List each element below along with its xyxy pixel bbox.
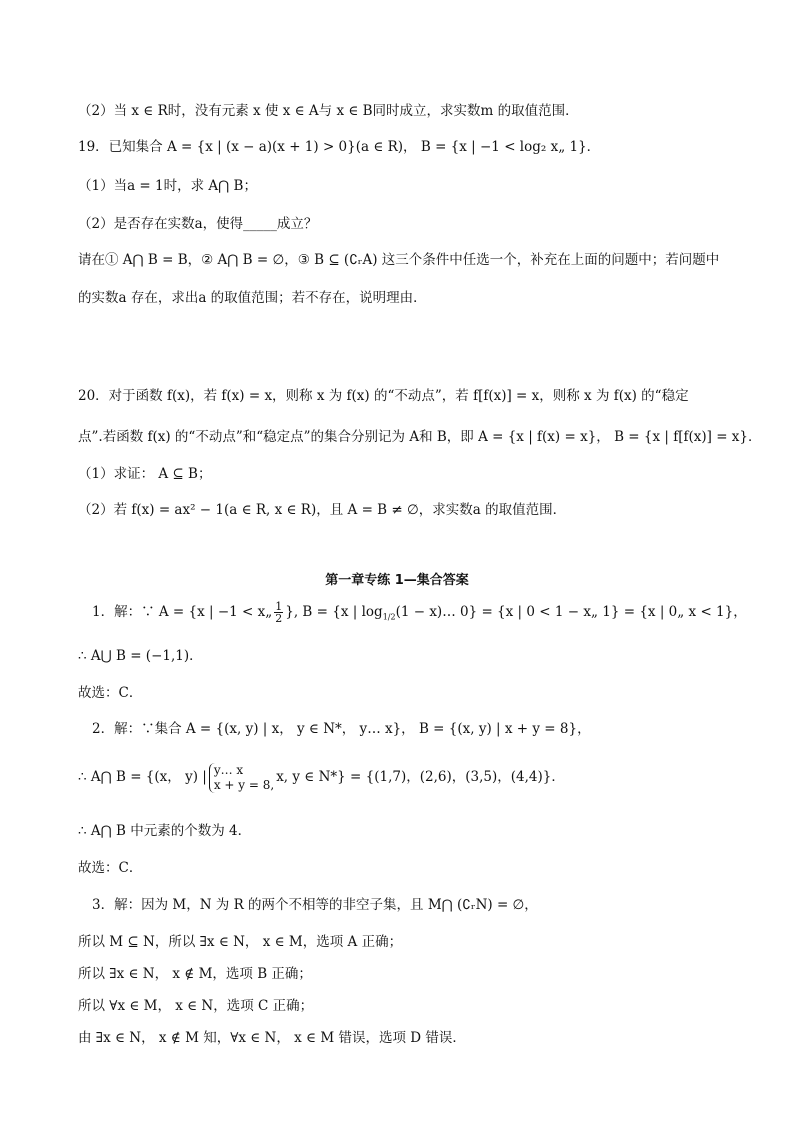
answer-1-suffix: (1 − x)… 0} = {x | 0 < 1 − x„ 1} = {x | 0„ x < 1}，: [395, 604, 747, 620]
answer-1-union: ∴ A⋃ B = (−1,1)．: [78, 648, 203, 664]
answer-2-prefix: ∴ A⋂ B = {(x， y) |: [78, 769, 207, 785]
answer-2-intersection: [78, 760, 565, 794]
answer-2-stem: 2．解：∵集合 A = {(x, y) | x， y ∈ N*， y… x}， B = {(x, y) | x + y = 8}，: [92, 721, 591, 737]
answer-1-mid: }, B = {x | log: [285, 604, 383, 620]
answers-title: 第一章专练 1—集合答案: [325, 573, 469, 588]
q19-stem: 19．已知集合 A = {x | (x − a)(x + 1) > 0}(a ∈ R)， B = {x | −1 < log₂ x„ 1}．: [78, 139, 601, 155]
q19-choice-line2: 的实数a 存在，求出a 的取值范围；若不存在，说明理由．: [78, 290, 427, 306]
answer-1-fraction: [274, 601, 283, 624]
fraction-numerator: 1: [275, 600, 283, 613]
answer-2-suffix: x, y ∈ N*} = {(1,7)，(2,6)，(3,5)，(4,4)}．: [276, 769, 565, 785]
system-bottom: x + y = 8,: [213, 777, 275, 792]
answer-2-count: ∴ A⋂ B 中元素的个数为 4．: [78, 823, 252, 839]
equation-system: [209, 763, 274, 793]
answer-3-stem: 3．解：因为 M，N 为 R 的两个不相等的非空子集，且 M⋂ (∁ᵣN) = ∅，: [92, 897, 538, 913]
q18-part2: （2）当 x ∈ R时，没有元素 x 使 x ∈ A与 x ∈ B同时成立，求实数m 的取值范围．: [78, 103, 579, 119]
q20-line1: 20．对于函数 f(x)，若 f(x) = x，则称 x 为 f(x) 的“不动点”，若 f[f(x)] = x，则称 x 为 f(x) 的“稳定: [78, 388, 689, 404]
answer-3-line1: 所以 M ⊆ N，所以 ∃x ∈ N， x ∈ M，选项 A 正确；: [78, 934, 403, 950]
answer-3-line3: 所以 ∀x ∈ M， x ∈ N，选项 C 正确；: [78, 998, 314, 1014]
q19-part2: （2）是否存在实数a，使得_____成立？: [78, 216, 318, 232]
answer-2-choice: 故选：C．: [78, 860, 143, 876]
answer-3-line4: 由 ∃x ∈ N， x ∉ M 知，∀x ∈ N， x ∈ M 错误，选项 D 错误．: [78, 1030, 466, 1046]
q19-choice-line1: 请在① A⋂ B = B，② A⋂ B = ∅，③ B ⊆ (∁ᵣA) 这三个条件中任选一个，补充在上面的问题中；若问题中: [78, 252, 720, 268]
q20-part2: （2）若 f(x) = ax² − 1(a ∈ R, x ∈ R)，且 A = B ≠ ∅，求实数a 的取值范围．: [78, 502, 567, 518]
answer-1-prefix: 1．解：∵ A = {x | −1 < x„: [92, 604, 273, 620]
log-base: 1/2: [382, 612, 396, 622]
answer-3-line2: 所以 ∃x ∈ N， x ∉ M，选项 B 正确；: [78, 966, 312, 982]
answer-1-line: [92, 600, 747, 630]
q20-line2: 点”.若函数 f(x) 的“不动点”和“稳定点”的集合分别记为 A和 B，即 A = {x | f(x) = x}， B = {x | f[f(x)] = x}．: [78, 429, 762, 445]
answer-1-choice: 故选：C．: [78, 685, 143, 701]
q19-part1: （1）当a = 1时，求 A⋂ B；: [78, 178, 257, 194]
q20-part1: （1）求证： A ⊆ B；: [78, 466, 212, 482]
fraction-denominator: 2: [275, 612, 283, 625]
system-top: y… x: [213, 762, 244, 777]
